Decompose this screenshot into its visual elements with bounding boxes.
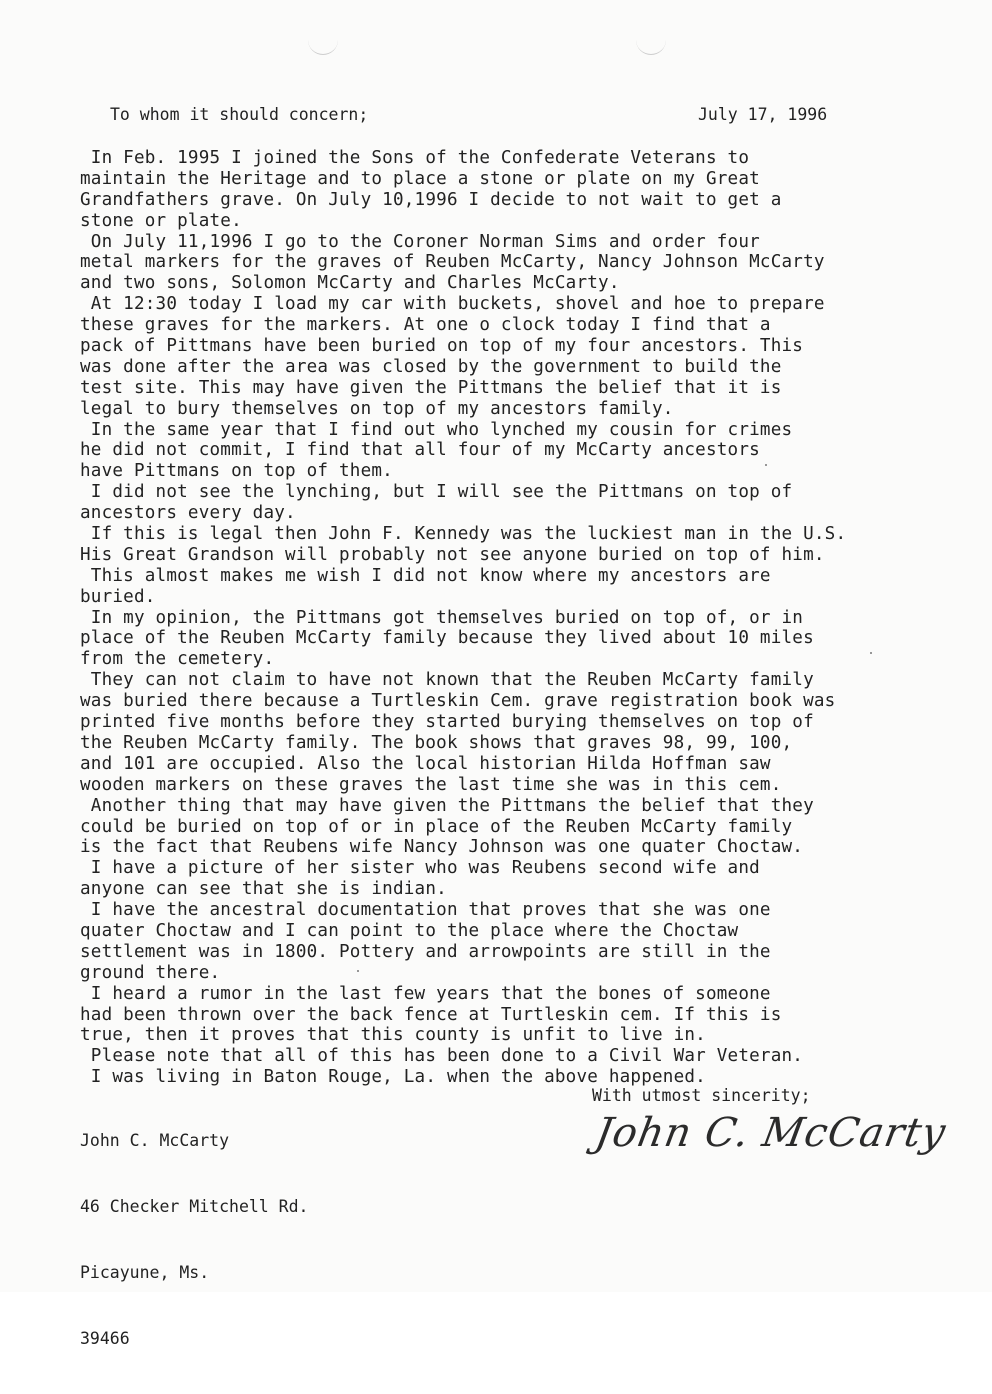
body-line: settlement was in 1800. Pottery and arrowpoints are still in the	[80, 941, 771, 962]
body-line: quater Choctaw and I can point to the place where the Choctaw	[80, 920, 739, 941]
body-line: have Pittmans on top of them.	[80, 461, 393, 482]
body-line: Please note that all of this has been done to a Civil War Veteran.	[80, 1046, 804, 1067]
closing-line: With utmost sincerity;	[592, 1086, 811, 1105]
body-line: buried.	[80, 586, 156, 607]
body-line: This almost makes me wish I did not know where my ancestors are	[80, 565, 771, 586]
body-line: At 12:30 today I load my car with buckets, shovel and hoe to prepare	[80, 294, 825, 315]
body-line: anyone can see that she is indian.	[80, 879, 447, 900]
letter-date: July 17, 1996	[698, 105, 828, 124]
body-line: was buried there because a Turtleskin Cem. grave registration book was	[80, 691, 836, 712]
body-line: Grandfathers grave. On July 10,1996 I decide to not wait to get a	[80, 189, 782, 210]
body-line: His Great Grandson will probably not see anyone buried on top of him.	[80, 544, 825, 565]
body-line: printed five months before they started burying themselves on top of	[80, 712, 814, 733]
salutation: To whom it should concern;	[110, 105, 369, 124]
body-line: pack of Pittmans have been buried on top of my four ancestors. This	[80, 336, 804, 357]
sender-address-block	[80, 1086, 308, 1394]
body-line: They can not claim to have not known that the Reuben McCarty family	[80, 670, 814, 691]
body-line: stone or plate.	[80, 210, 242, 231]
body-line: place of the Reuben McCarty family because they lived about 10 miles	[80, 628, 814, 649]
scan-speck	[357, 970, 359, 972]
body-line: true, then it proves that this county is unfit to live in.	[80, 1025, 706, 1046]
body-line: I did not see the lynching, but I will see the Pittmans on top of	[80, 482, 793, 503]
body-line: from the cemetery.	[80, 649, 275, 670]
body-line: If this is legal then John F. Kennedy was the luckiest man in the U.S.	[80, 524, 847, 545]
sender-zip: 39466	[80, 1329, 130, 1348]
sender-city: Picayune, Ms.	[80, 1263, 210, 1282]
body-line: he did not commit, I find that all four of my McCarty ancestors	[80, 440, 760, 461]
body-line: ancestors every day.	[80, 503, 296, 524]
body-line: could be buried on top of or in place of the Reuben McCarty family	[80, 816, 793, 837]
body-line: ground there.	[80, 962, 221, 983]
body-line: the Reuben McCarty family. The book shows that graves 98, 99, 100,	[80, 732, 793, 753]
body-line: On July 11,1996 I go to the Coroner Norman Sims and order four	[80, 231, 760, 252]
body-line: these graves for the markers. At one o clock today I find that a	[80, 315, 771, 336]
body-line: metal markers for the graves of Reuben McCarty, Nancy Johnson McCarty	[80, 252, 825, 273]
body-line: and 101 are occupied. Also the local historian Hilda Hoffman saw	[80, 753, 771, 774]
body-line: and two sons, Solomon McCarty and Charles McCarty.	[80, 273, 620, 294]
body-line: In the same year that I find out who lynched my cousin for crimes	[80, 419, 793, 440]
letter-body	[80, 148, 960, 1088]
body-line: legal to bury themselves on top of my ancestors family.	[80, 398, 674, 419]
body-line: In Feb. 1995 I joined the Sons of the Confederate Veterans to	[80, 148, 750, 168]
body-line: I have a picture of her sister who was Reubens second wife and	[80, 858, 760, 879]
body-line: had been thrown over the back fence at Turtleskin cem. If this is	[80, 1004, 782, 1025]
body-line: maintain the Heritage and to place a stone or plate on my Great	[80, 168, 760, 189]
body-line: I have the ancestral documentation that proves that she was one	[80, 900, 771, 921]
punch-hole-mark	[308, 40, 338, 55]
body-line: Another thing that may have given the Pittmans the belief that they	[80, 795, 814, 816]
scan-speck	[765, 464, 767, 466]
body-line: In my opinion, the Pittmans got themselves buried on top of, or in	[80, 607, 804, 628]
sender-name: John C. McCarty	[80, 1131, 230, 1150]
sender-street: 46 Checker Mitchell Rd.	[80, 1197, 309, 1216]
body-line: is the fact that Reubens wife Nancy Johnson was one quater Choctaw.	[80, 837, 804, 858]
body-line: I heard a rumor in the last few years that the bones of someone	[80, 983, 771, 1004]
body-line: I was living in Baton Rouge, La. when the above happened.	[80, 1067, 706, 1088]
body-line: test site. This may have given the Pittmans the belief that it is	[80, 377, 782, 398]
handwritten-signature	[588, 1106, 950, 1176]
scan-speck	[870, 652, 872, 654]
body-line: wooden markers on these graves the last time she was in this cem.	[80, 774, 782, 795]
body-line: was done after the area was closed by the government to build the	[80, 356, 782, 377]
punch-hole-mark	[636, 40, 666, 55]
signature-text: John C. McCarty	[591, 1110, 950, 1156]
